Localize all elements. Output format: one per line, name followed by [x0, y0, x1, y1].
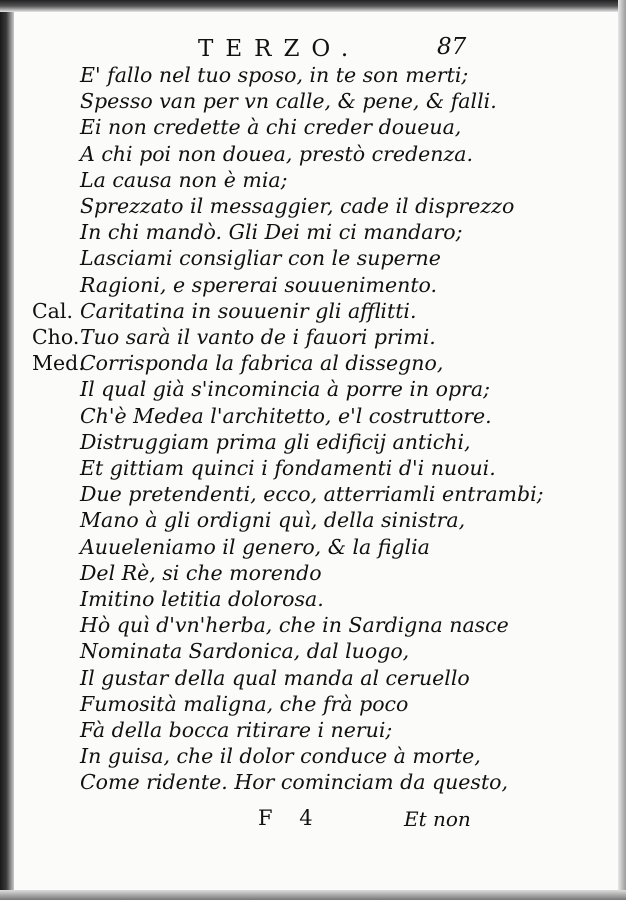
verse-text: E' fallo nel tuo sposo, in te son merti; — [80, 63, 469, 87]
verse-text: Mano à gli ordigni quì, della sinistra, — [80, 508, 466, 533]
verse-line — [0, 560, 626, 587]
verse-text: Nominata Sardonica, dal luogo, — [80, 639, 410, 664]
page-top-edge — [0, 0, 626, 12]
verse-line — [0, 324, 626, 351]
verse-text: Distruggiam prima gli edificij antichi, — [80, 429, 471, 454]
verse-text: Del Rè, si che morendo — [80, 560, 322, 585]
verse-text: Spesso van per vn calle, & pene, & falli. — [80, 89, 497, 114]
verse-line — [0, 298, 626, 325]
page-number: 87 — [437, 34, 467, 60]
verse-line — [0, 507, 626, 534]
verse-line — [0, 272, 626, 299]
speaker-label: Med. — [32, 351, 85, 376]
catchword: Et non — [404, 807, 471, 831]
verse-line — [0, 612, 626, 639]
verse-text: Imitino letitia dolorosa. — [80, 587, 324, 611]
verse-text: Ch'è Medea l'architetto, e'l costruttore. — [80, 403, 492, 428]
verse-text: Due pretendenti, ecco, atterriamli entrambi; — [80, 482, 544, 507]
verse-line — [0, 717, 626, 744]
verse-line — [0, 141, 626, 168]
verse-text: Et gittiam quinci i fondamenti d'i nuoui. — [80, 456, 496, 480]
verse-line — [0, 455, 626, 482]
verse-text: Lasciami consigliar con le superne — [80, 246, 441, 271]
verse-text: Il qual già s'incomincia à porre in opra; — [80, 377, 491, 402]
verse-line — [0, 665, 626, 692]
signature-mark: F 4 — [258, 806, 323, 830]
verse-line — [0, 88, 626, 115]
verse-line — [0, 691, 626, 718]
verse-text: Hò quì d'vn'herba, che in Sardigna nasce — [80, 613, 509, 638]
verse-line — [0, 638, 626, 665]
verse-line — [0, 350, 626, 377]
verse-line — [0, 219, 626, 246]
verse-line — [0, 62, 626, 89]
verse-line — [0, 114, 626, 141]
verse-text: La causa non è mia; — [80, 167, 288, 192]
verse-line — [0, 481, 626, 508]
verse-text: In chi mandò. Gli Dei mi ci mandaro; — [80, 220, 463, 245]
page-bottom-edge — [0, 890, 626, 900]
verse-text: In guisa, che il dolor conduce à morte, — [80, 744, 481, 769]
speaker-label: Cal. — [32, 298, 73, 323]
verse-line — [0, 586, 626, 613]
verse-line — [0, 769, 626, 796]
verse-line — [0, 403, 626, 430]
verse-text: Come ridente. Hor cominciam da questo, — [80, 770, 509, 795]
verse-text: Ei non credette à chi creder doueua, — [80, 115, 462, 140]
verse-line — [0, 376, 626, 403]
verse-text: Sprezzato il messaggier, cade il disprezzo — [80, 194, 515, 218]
verse-text: Auueleniamo il genero, & la figlia — [80, 534, 430, 559]
verse-text: Corrisponda la fabrica al dissegno, — [80, 351, 444, 376]
verse-line — [0, 245, 626, 272]
verse-line — [0, 429, 626, 456]
verse-text: Tuo sarà il vanto de i fauori primi. — [80, 325, 436, 349]
verse-text: Il gustar della qual manda al ceruello — [80, 665, 470, 690]
verse-text: Ragioni, e spererai souuenimento. — [80, 272, 438, 297]
verse-line — [0, 534, 626, 561]
running-header: TERZO. — [198, 36, 361, 62]
verse-text: Fà della bocca ritirare i nerui; — [80, 718, 393, 742]
verse-line — [0, 167, 626, 194]
verse-line — [0, 743, 626, 770]
verse-text: A chi poi non douea, prestò credenza. — [80, 141, 474, 166]
verse-text: Fumosità maligna, che frà poco — [80, 691, 409, 716]
speaker-label: Cho. — [32, 325, 80, 349]
verse-line — [0, 193, 626, 220]
verse-text: Caritatina in souuenir gli afflitti. — [80, 298, 417, 323]
